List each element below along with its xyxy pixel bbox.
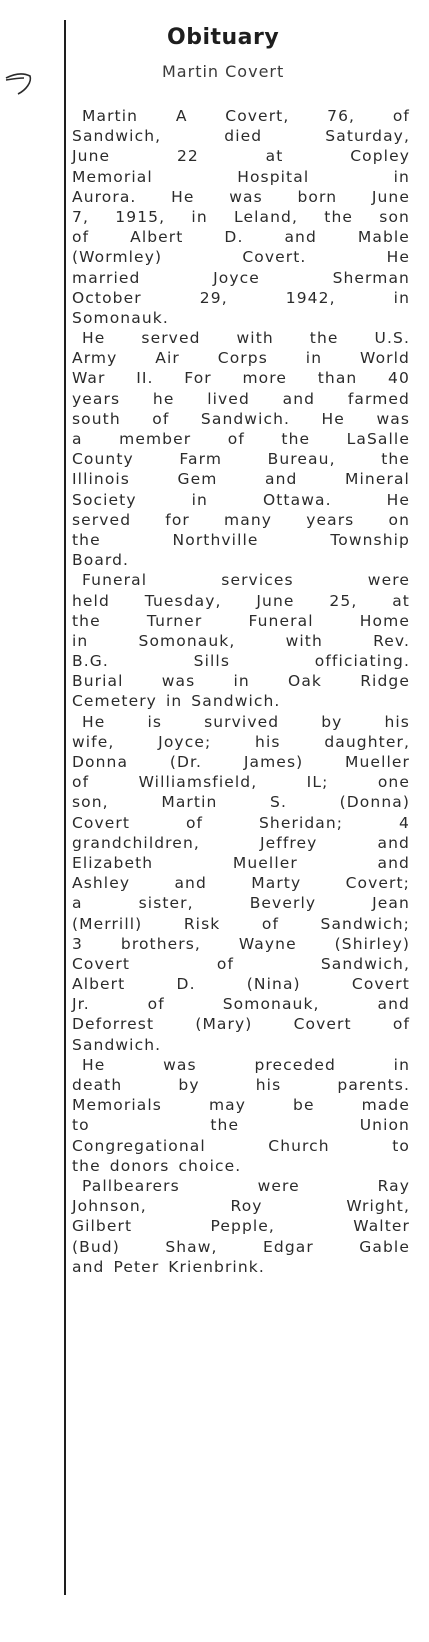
text-line: Cemetery in Sandwich. — [72, 692, 281, 711]
text-line: a sister, Beverly Jean — [72, 894, 410, 913]
obituary-clipping — [72, 18, 410, 1277]
obituary-paragraph — [72, 570, 410, 711]
text-line: the Northville Township — [72, 530, 410, 549]
text-line: death by his parents. — [72, 1076, 410, 1094]
text-line: (Bud) Shaw, Edgar Gable — [72, 1237, 410, 1256]
text-line: October 29, 1942, in — [72, 288, 410, 307]
text-line: Covert of Sheridan; 4 — [72, 813, 410, 832]
text-line: son, Martin S. (Donna) — [72, 793, 410, 812]
text-line: of Williamsfield, IL; one — [72, 773, 410, 792]
obituary-paragraph — [72, 328, 410, 570]
text-line: He served with the U.S. — [82, 329, 410, 348]
text-line: south of Sandwich. He was — [72, 409, 410, 428]
text-line: Congregational Church to — [72, 1136, 410, 1155]
text-line: to the Union — [72, 1116, 410, 1135]
obituary-paragraph — [72, 1055, 410, 1176]
text-line: June 22 at Copley — [72, 147, 410, 166]
text-line: held Tuesday, June 25, at — [72, 591, 410, 610]
text-line: Somonauk. — [72, 308, 169, 327]
text-line: Gilbert Pepple, Walter — [72, 1217, 410, 1236]
text-line: in Somonauk, with Rev. — [72, 631, 410, 650]
text-line: the donors choice. — [72, 1156, 242, 1175]
text-line: Albert D. (Nina) Covert — [72, 975, 410, 994]
text-line: wife, Joyce; his daughter, — [72, 732, 410, 751]
text-line: Elizabeth Mueller and — [72, 853, 410, 872]
text-line: He was preceded in — [82, 1055, 410, 1074]
text-line: (Wormley) Covert. He — [72, 248, 410, 267]
text-line: Memorials may be made — [72, 1096, 410, 1115]
text-line: Jr. of Somonauk, and — [72, 995, 410, 1014]
text-line: Burial was in Oak Ridge — [72, 672, 410, 691]
text-line: He is survived by his — [82, 712, 410, 731]
text-line: (Merrill) Risk of Sandwich; — [72, 914, 410, 933]
text-line: married Joyce Sherman — [72, 268, 410, 287]
text-line: grandchildren, Jeffrey and — [72, 833, 410, 852]
text-line: Memorial Hospital in — [72, 167, 410, 186]
text-line: years he lived and farmed — [72, 389, 410, 408]
text-line: Johnson, Roy Wright, — [72, 1197, 410, 1216]
text-line: and Peter Krienbrink. — [72, 1257, 265, 1276]
column-rule — [64, 20, 66, 1595]
text-line: Illinois Gem and Mineral — [72, 470, 410, 489]
text-line: County Farm Bureau, the — [72, 450, 410, 469]
text-line: Ashley and Marty Covert; — [72, 874, 410, 893]
text-line: the Turner Funeral Home — [72, 611, 410, 630]
deceased-name: Martin Covert — [162, 62, 285, 81]
text-line: War II. For more than 40 — [72, 369, 410, 388]
obituary-title: Obituary — [167, 25, 280, 50]
text-line: Aurora. He was born June — [72, 187, 410, 206]
text-line: Funeral services were — [82, 571, 410, 590]
text-line: Sandwich, died Saturday, — [72, 127, 410, 146]
handwritten-margin-mark — [4, 60, 34, 100]
text-line: 7, 1915, in Leland, the son — [72, 207, 410, 226]
text-line: B.G. Sills officiating. — [72, 652, 410, 671]
text-line: Deforrest (Mary) Covert of — [72, 1015, 410, 1034]
text-line: Army Air Corps in World — [72, 349, 410, 368]
text-line: Sandwich. — [72, 1035, 162, 1054]
text-line: Society in Ottawa. He — [72, 490, 410, 509]
text-line: Martin A Covert, 76, of — [82, 107, 410, 125]
text-line: Board. — [72, 551, 130, 570]
obituary-body — [72, 106, 410, 1277]
obituary-paragraph — [72, 712, 410, 1055]
obituary-paragraph — [72, 106, 410, 328]
obituary-paragraph — [72, 1176, 410, 1277]
text-line: Covert of Sandwich, — [72, 954, 410, 973]
text-line: a member of the LaSalle — [72, 430, 410, 448]
text-line: of Albert D. and Mable — [72, 228, 410, 247]
text-line: 3 brothers, Wayne (Shirley) — [72, 934, 410, 953]
text-line: Pallbearers were Ray — [82, 1176, 410, 1195]
text-line: Donna (Dr. James) Mueller — [72, 753, 410, 771]
text-line: served for many years on — [72, 510, 410, 529]
